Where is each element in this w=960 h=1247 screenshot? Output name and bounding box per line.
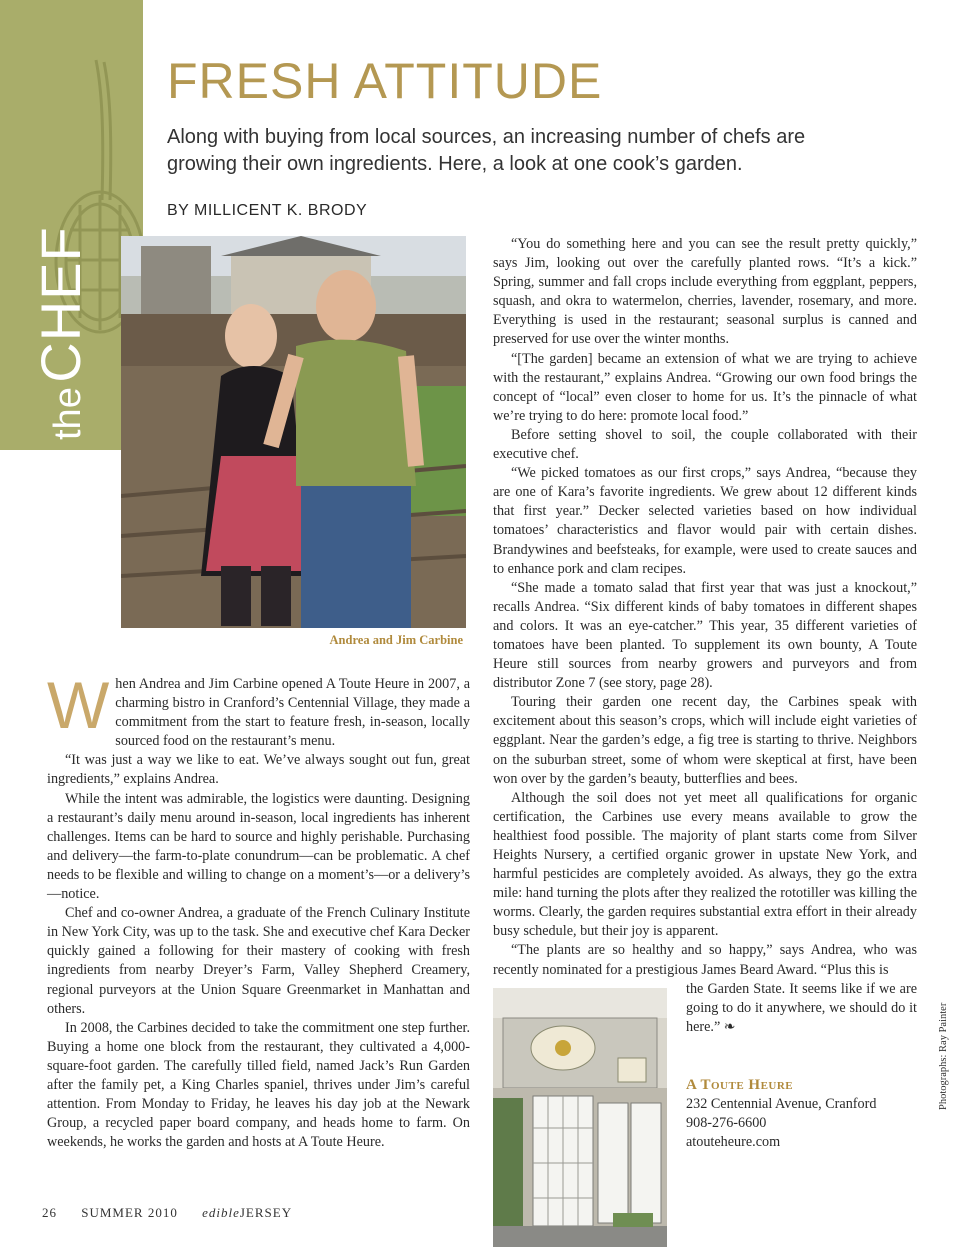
paragraph-3: While the intent was admirable, the logistics were daunting. Designing a restaurant’s daily menu around in-season, local ingredients has inherent challenges. Items can be hard to source and highly perishable. Purchasing and delivery—the farm-to-plate conundrum—can be problematic. A chef needs to be flexible and willing to change on a moment’s—or a delivery’s—notice. [47,790,470,903]
paragraph-7: “[The garden] became an extension of what we are trying to achieve with the restaurant,” explains Andrea. “Growing our own food brings the concept of “local” even closer to home for us. It’s the pinnacle of what we’re trying to do here: promote local food.” [493,350,917,424]
restaurant-address: 232 Centennial Avenue, Cranford [686,1096,877,1113]
right-column-tail [686,980,917,1037]
photo-caption: Andrea and Jim Carbine [329,633,463,647]
page-number: 26 [42,1205,57,1220]
paragraph-6: “You do something here and you can see the result pretty quickly,” says Jim, looking out over the carefully planted rows. “It’s a kick.” Spring, summer and fall crops include everything from eggplant, peppers, squash, and okra to watermelon, cherries, lavender, rosemary, and more. Everything is used in the restaurant; seasonal surplus is canned and preserved for use over the winter months. [493,236,917,348]
paragraph-12: Although the soil does not yet meet all qualifications for organic certification, the Carbines use every means available to grow the healthiest food possible. The majority of plant starts come from Silver Heights Nursery, a certified organic grower in upstate New York, and harmful pesticides are completely avoided. As always, they go the extra mile: hand turning the plots after they realized the rototiller was killing the worms. Clearly, the garden requires substantial extra effort in their already busy schedule, but their joy is apparent. [493,789,917,940]
paragraph-11: Touring their garden one recent day, the Carbines speak with excitement about this season’s crops, which will include eight varieties of eggplant. Near the garden’s edge, a fig tree is starting to thrive. Neighbors on the suburban street, some of whom were skeptical at first, have been won over by the garden’s beauty, butterflies and bees. [493,694,917,787]
restaurant-phone: 908-276-6600 [686,1115,767,1132]
magazine-title: JERSEY [239,1205,293,1220]
paragraph-2: “It was just a way we like to eat. We’ve always sought out fun, great ingredients,” explains Andrea. [47,752,470,788]
section-prefix: the [47,387,89,440]
photo-credit: Photographs: Ray Painter [938,1002,949,1110]
right-column [493,235,917,980]
section-label [28,226,93,440]
deck: Along with buying from local sources, an increasing number of chefs are growing their own ingredients. Here, a look at one cook’s garden. [167,126,806,175]
issue-date: SUMMER 2010 [81,1205,178,1220]
restaurant-info [686,1076,916,1152]
restaurant-website: atouteheure.com [686,1134,781,1151]
magazine-prefix: edible [202,1205,240,1220]
byline: BY MILLICENT K. BRODY [167,202,368,219]
paragraph-9: “We picked tomatoes as our first crops,” says Andrea, “because they are one of Kara’s favorite ingredients. We grew about 12 different kinds that first year.” Decker selected varieties based on how individual tomatoes’ characteristics and flavor would pair with certain dishes. Brandywines and beefsteaks, for example, were used to create sauces and to enhance pork and clam recipes. [493,465,917,577]
paragraph-8: Before setting shovel to soil, the couple collaborated with their executive chef. [493,426,917,463]
paragraph-5: In 2008, the Carbines decided to take the commitment one step further. Buying a home one block from the restaurant, they cultivated a 4,000-square-foot garden. The carefully tilled field, named Jack’s Run Garden after the family pet, a King Charles spaniel, thrives under Jim’s careful attention. From Monday to Friday, he leaves his day job at the Newark Group, a recycled paper board company, and heads home to farm. On weekends, he works the garden and hosts at A Toute Heure. [47,1019,470,1151]
section-name: CHEF [29,226,92,383]
left-column [47,668,470,1152]
paragraph-10: “She made a tomato salad that first year that was just a knockout,” recalls Andrea. “Six different kinds of baby tomatoes in different shapes and colors. It was an eye-catcher.” This year, 35 different varieties of tomatoes have been planted. To supplement its own bounty, A Toute Heure still sources from nearby growers and purveyors and from distributor Zone 7 (see story, page 28). [493,579,917,692]
photo-storefront [493,988,667,1247]
magazine-name [202,1205,292,1220]
closing-paragraph: the Garden State. It seems like if we are going to do it anywhere, we should do it here.” ❧ [686,981,917,1036]
paragraph-1: When Andrea and Jim Carbine opened A Toute Heure in 2007, a charming bistro in Cranford’s Centennial Village, they made a commitment from the start to feature fresh, in-season, locally sourced food on the restaurant’s menu. [47,668,470,750]
paragraph-13: “The plants are so healthy and so happy,” says Andrea, who was recently nominated for a prestigious James Beard Award. “Plus this is [493,942,917,978]
photo-andrea-and-jim [121,236,466,628]
page-footer [42,1205,312,1221]
restaurant-name: A Toute Heure [686,1077,794,1093]
paragraph-4: Chef and co-owner Andrea, a graduate of the French Culinary Institute in New York City, was up to the task. She and executive chef Kara Decker quickly gained a following for their mastery of cooking with fresh ingredients from nearby Dreyer’s Farm, Valley Shepherd Creamery, regional purveyors at the Union Square Greenmarket in Manhattan and others. [47,905,470,1017]
dropcap: W [47,668,110,742]
headline: FRESH ATTITUDE [167,53,603,109]
